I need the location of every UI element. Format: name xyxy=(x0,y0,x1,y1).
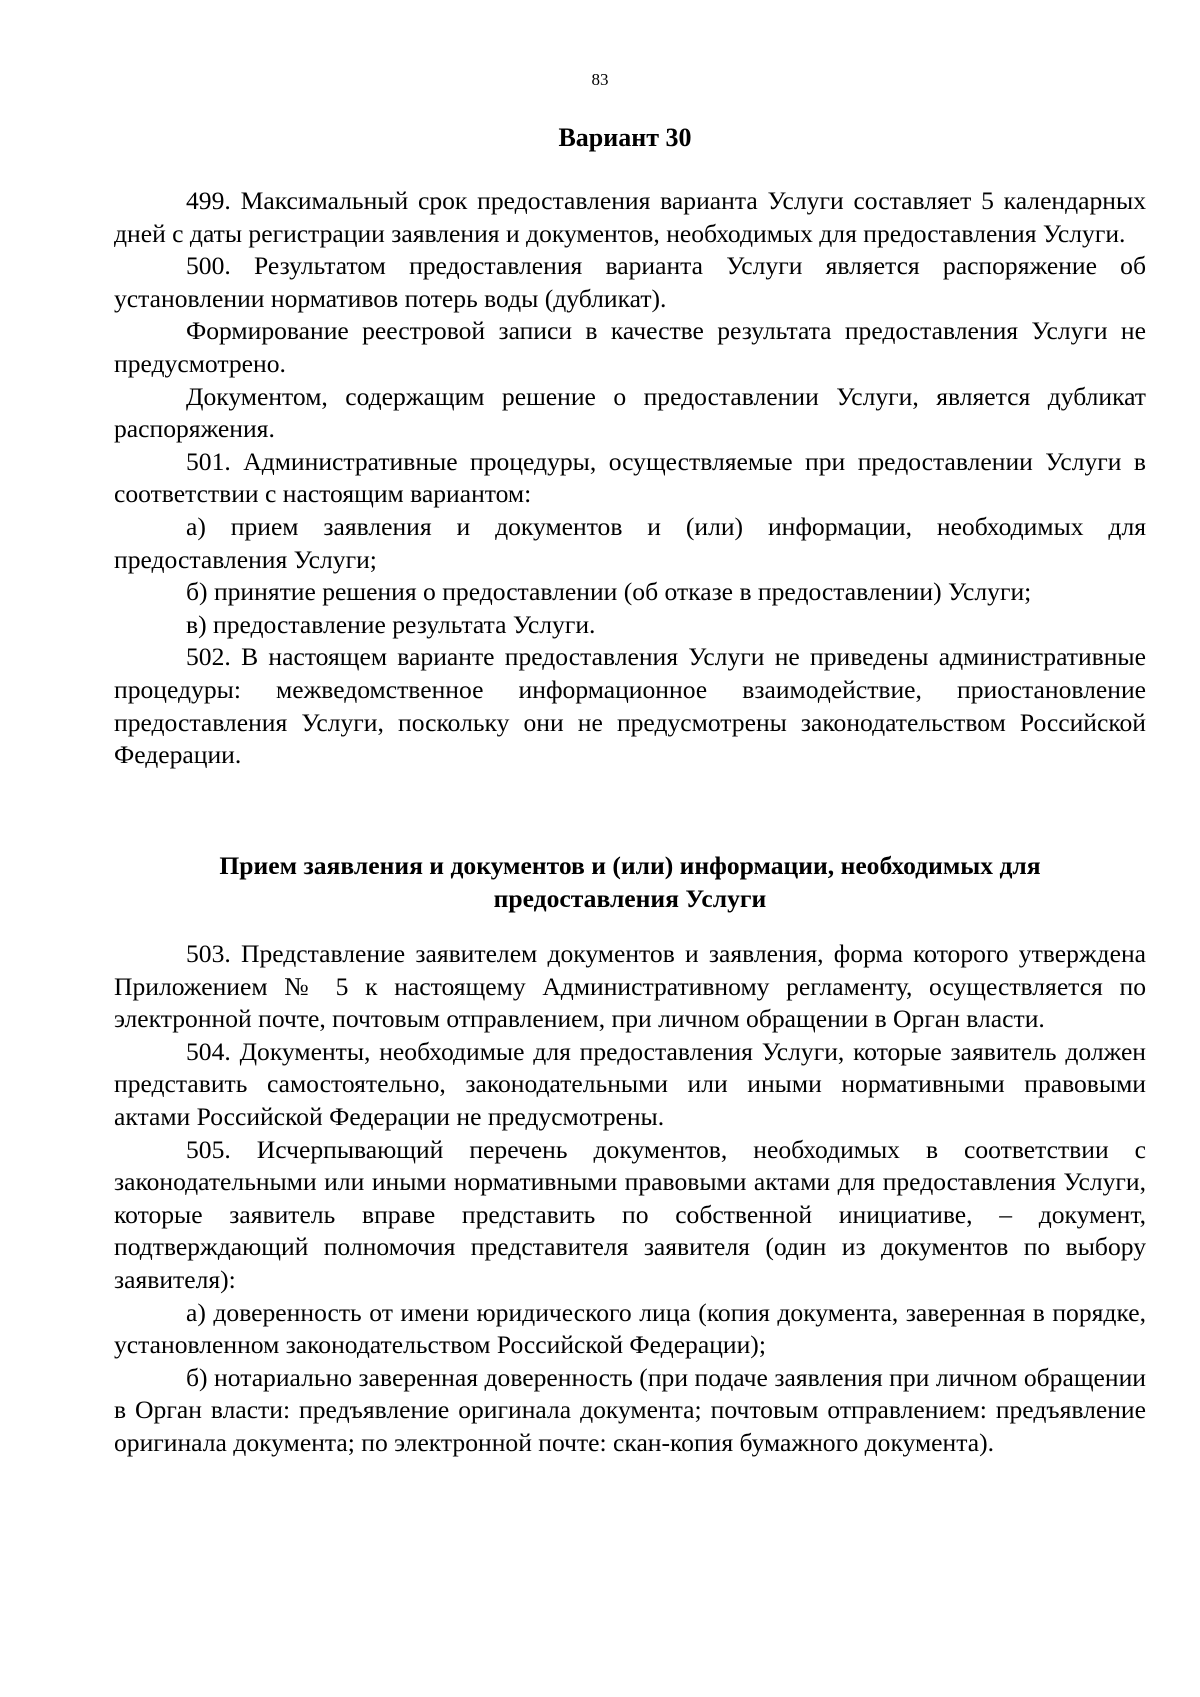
section-1-body xyxy=(114,185,1146,772)
paragraph-503: 503. Представление заявителем документов и заявления, форма которого утверждена Приложением № 5 к настоящему Административному регламенту, осуществляется по электронной почте, почтовым отправлением, при личном обращении в Орган власти. xyxy=(114,939,1146,1034)
paragraph-505: 505. Исчерпывающий перечень документов, необходимых в соответствии с законодательными или иными нормативными правовыми актами для предоставления Услуги, которые заявитель вправе представить по собственной инициативе, – документ, подтверждающий полномочия представителя заявителя (один из документов по выбору заявителя): xyxy=(114,1134,1146,1294)
paragraph-499: 499. Максимальный срок предоставления варианта Услуги составляет 5 календарных дней с даты регистрации заявления и документов, необходимых для предоставления Услуги. xyxy=(114,186,1146,248)
list-item-b: б) принятие решения о предоставлении (об отказе в предоставлении) Услуги; xyxy=(186,577,1032,607)
list-item-a: а) прием заявления и документов и (или) информации, необходимых для предоставления Услуги; xyxy=(114,511,1146,574)
list-item-b-notarized-power-of-attorney: б) нотариально заверенная доверенность (при подаче заявления при личном обращении в Орган власти: предъявление оригинала документа; почтовым отправлением: предъявление оригинала документа; по электронной почте: скан-копия бумажного документа). xyxy=(114,1362,1146,1457)
section-heading-line-2: предоставления Услуги xyxy=(493,884,767,913)
section-heading xyxy=(114,849,1146,915)
paragraph-502: 502. В настоящем варианте предоставления Услуги не приведены административные процедуры: межведомственное информационное взаимодействие, приостановление предоставления Услуги, поскольку они не предусмотрены законодательством Российской Федерации. xyxy=(114,642,1146,770)
page-number: 83 xyxy=(591,70,609,89)
paragraph-501: 501. Административные процедуры, осуществляемые при предоставлении Услуги в соответствии с настоящим вариантом: xyxy=(114,446,1146,509)
list-item-a-power-of-attorney: а) доверенность от имени юридического лица (копия документа, заверенная в порядке, установленном законодательством Российской Федерации); xyxy=(114,1297,1146,1360)
paragraph-decision-document: Документом, содержащим решение о предоставлении Услуги, является дубликат распоряжения. xyxy=(114,381,1146,444)
list-item-v: в) предоставление результата Услуги. xyxy=(186,609,596,639)
paragraph-registry-record: Формирование реестровой записи в качестве результата предоставления Услуги не предусмотрено. xyxy=(114,316,1146,378)
section-2-body xyxy=(114,938,1146,1460)
section-heading-line-1: Прием заявления и документов и (или) информации, необходимых для xyxy=(219,851,1041,880)
paragraph-504: 504. Документы, необходимые для предоставления Услуги, которые заявитель должен представить самостоятельно, законодательными или иными нормативными правовыми актами Российской Федерации не предусмотрены. xyxy=(114,1036,1146,1131)
paragraph-500: 500. Результатом предоставления варианта Услуги является распоряжение об установлении нормативов потерь воды (дубликат). xyxy=(114,251,1146,313)
variant-title: Вариант 30 xyxy=(558,123,692,152)
